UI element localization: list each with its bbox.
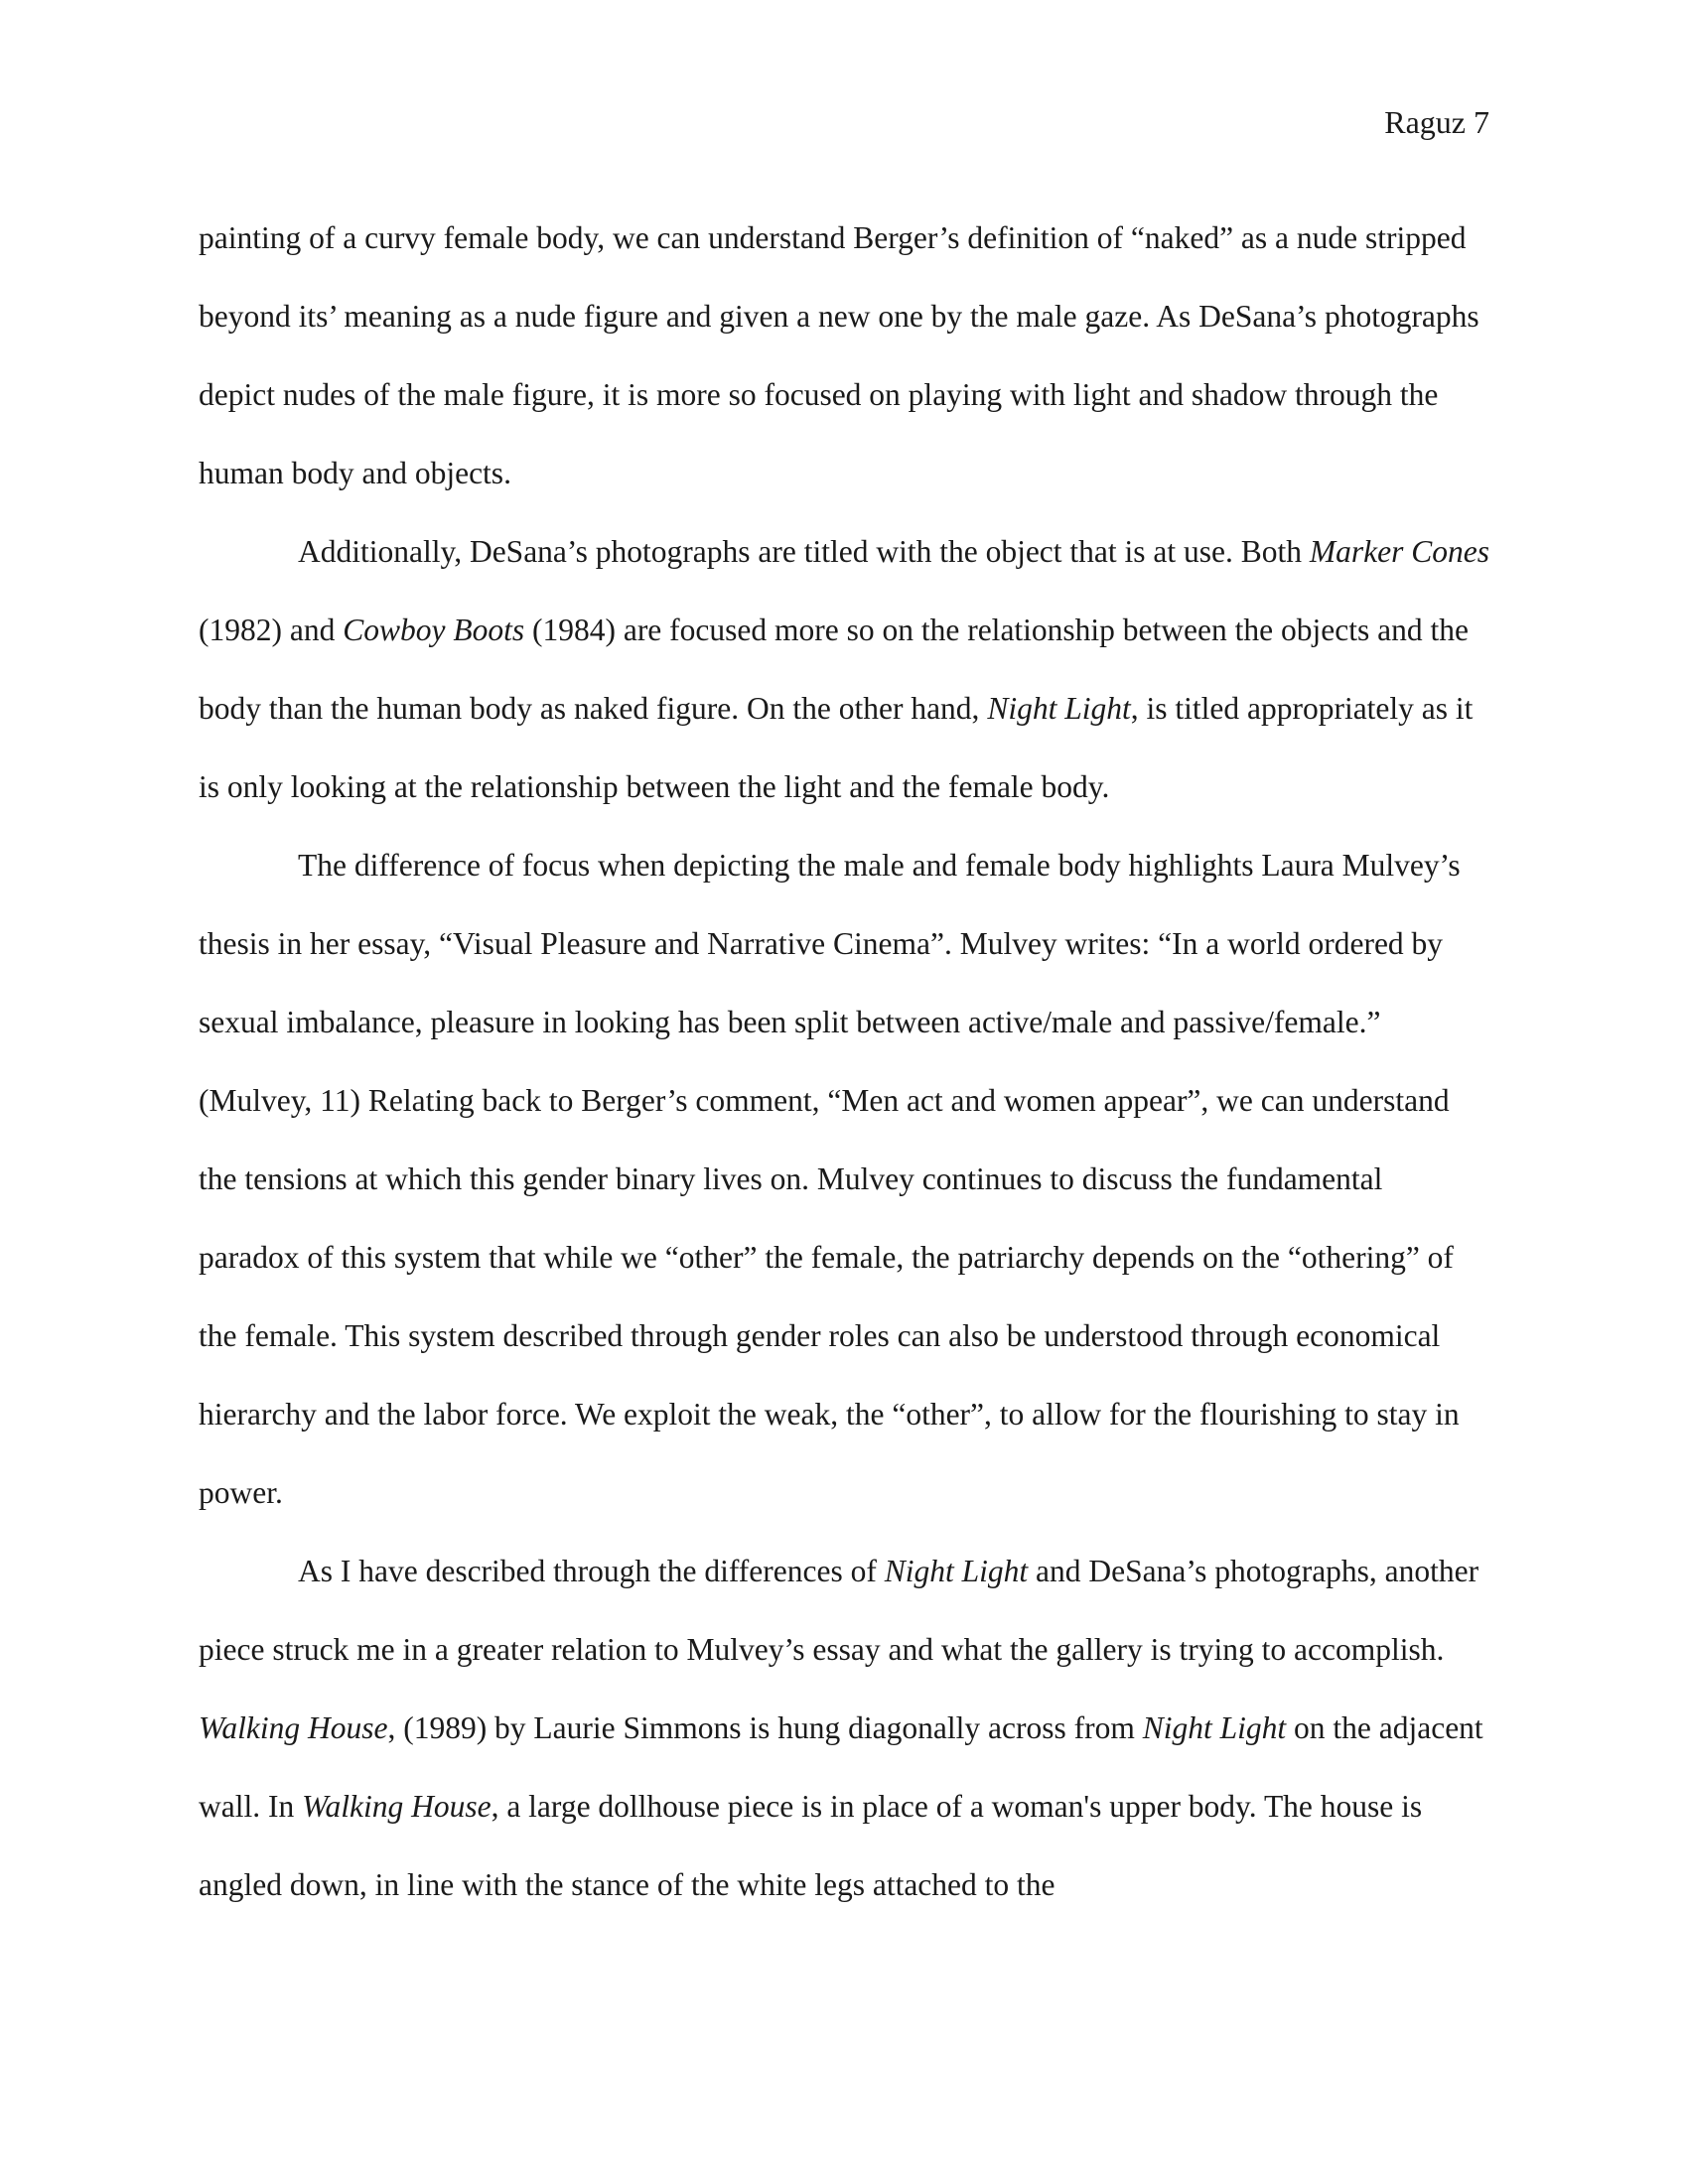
text-segment: , (1989) by Laurie Simmons is hung diagonally across from [387, 1710, 1143, 1745]
text-segment: As I have described through the differences of [298, 1554, 885, 1588]
text-segment: Additionally, DeSana’s photographs are titled with the object that is at use. Both [298, 534, 1310, 569]
text-segment: (1982) and [199, 613, 344, 647]
artwork-title: Walking House [302, 1789, 492, 1824]
artwork-title: Night Light [884, 1554, 1029, 1588]
artwork-title: Night Light [1142, 1710, 1287, 1745]
text-segment: (1984) are focused more so on the relationship between the objects and the body than the human body as naked figure. On the other hand, [199, 613, 1469, 726]
artwork-title: Marker Cones [1309, 534, 1489, 569]
paragraph-2 [199, 512, 1489, 826]
artwork-title: Cowboy Boots [343, 613, 525, 647]
paragraph-1 [199, 199, 1489, 512]
paragraph-3 [199, 826, 1489, 1532]
text-segment: on the adjacent wall. In [199, 1710, 1483, 1824]
artwork-title: Walking House [199, 1710, 388, 1745]
text-segment: , is titled appropriately as it is only looking at the relationship between the light and the female body. [199, 691, 1474, 804]
artwork-title: Night Light [987, 691, 1131, 726]
running-head: Raguz 7 [1384, 104, 1489, 140]
text-segment: painting of a curvy female body, we can understand Berger’s definition of “naked” as a nude stripped beyond its’ meaning as a nude figure and given a new one by the male gaze. As DeSana’s photographs depict nudes of the male figure, it is more so focused on playing with light and shadow through the human body and objects. [199, 220, 1479, 490]
body-text [199, 199, 1489, 1924]
text-segment: , a large dollhouse piece is in place of a woman's upper body. The house is angled down, in line with the stance of the white legs attached to the [199, 1789, 1423, 1902]
text-segment: and DeSana’s photographs, another piece struck me in a greater relation to Mulvey’s essay and what the gallery is trying to accomplish. [199, 1554, 1479, 1667]
paragraph-4 [199, 1532, 1489, 1924]
text-segment: The difference of focus when depicting the male and female body highlights Laura Mulvey’s thesis in her essay, “Visual Pleasure and Narrative Cinema”. Mulvey writes: “In a world ordered by sexual imbalance, pleasure in looking has been split between active/male and passive/female.” (Mulvey, 11) Relating back to Berger’s comment, “Men act and women appear”, we can understand the tensions at which this gender binary lives on. Mulvey continues to discuss the fundamental paradox of this system that while we “other” the female, the patriarchy depends on the “othering” of the female. This system described through gender roles can also be understood through economical hierarchy and the labor force. We exploit the weak, the “other”, to allow for the flourishing to stay in power. [199, 848, 1461, 1510]
